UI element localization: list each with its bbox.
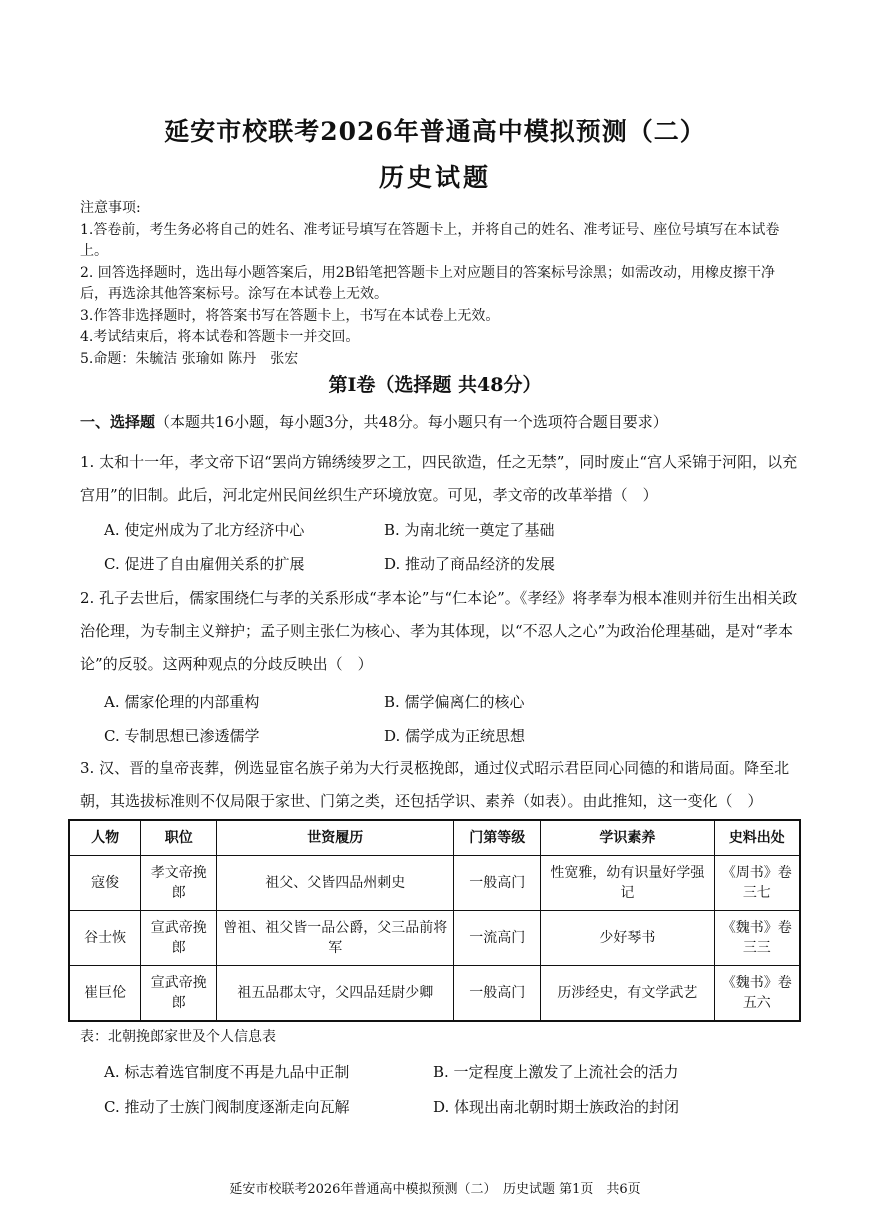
table-cell: 《魏书》卷五六 bbox=[714, 966, 800, 1022]
notes-item: 5.命题：朱毓洁 张瑜如 陈丹 张宏 bbox=[80, 350, 299, 367]
table-header-cell: 世资履历 bbox=[217, 820, 454, 856]
question-3-option-a[interactable]: A. 标志着选官制度不再是九品中正制 bbox=[104, 1063, 350, 1081]
exam-subtitle: 历史试题 bbox=[378, 163, 491, 192]
table-cell: 一般高门 bbox=[454, 856, 541, 911]
question-3-option-b[interactable]: B. 一定程度上激发了上流社会的活力 bbox=[433, 1063, 679, 1081]
question-1-stem: 1. 太和十一年，孝文帝下诏“罢尚方锦绣绫罗之工，四民欲造，任之无禁”，同时废止“宫人采锦于河阳，以充宫用”的旧制。此后，河北定州民间丝织生产环境放宽。可见，孝文帝的改革举措（ ） bbox=[80, 453, 798, 504]
notes-item: 4.考试结束后，将本试卷和答题卡一并交回。 bbox=[80, 329, 360, 345]
section-heading-bold: 一、选择题 bbox=[80, 413, 156, 431]
question-1-option-a[interactable]: A. 使定州成为了北方经济中心 bbox=[104, 521, 305, 539]
table-cell: 宣武帝挽郎 bbox=[141, 966, 217, 1022]
table-cell: 《周书》卷三七 bbox=[714, 856, 800, 911]
section-heading-rest: （本题共16小题，每小题3分，共48分。每小题只有一个选项符合题目要求） bbox=[155, 413, 668, 431]
table-cell: 孝文帝挽郎 bbox=[141, 856, 217, 911]
table-header-cell: 门第等级 bbox=[454, 820, 541, 856]
table-cell: 祖父、父皆四品州刺史 bbox=[217, 856, 454, 911]
question-1-option-d[interactable]: D. 推动了商品经济的发展 bbox=[384, 555, 556, 573]
table-cell: 历涉经史，有文学武艺 bbox=[541, 966, 715, 1022]
question-2-option-c[interactable]: C. 专制思想已渗透儒学 bbox=[104, 727, 260, 745]
table-cell: 一般高门 bbox=[454, 966, 541, 1022]
table-cell: 宣武帝挽郎 bbox=[141, 911, 217, 966]
question-2-option-b[interactable]: B. 儒学偏离仁的核心 bbox=[384, 693, 525, 711]
table-header-row bbox=[69, 820, 800, 856]
table-cell: 谷士恢 bbox=[69, 911, 141, 966]
table-row bbox=[69, 911, 800, 966]
table-cell: 《魏书》卷三三 bbox=[714, 911, 800, 966]
question-2-option-a[interactable]: A. 儒家伦理的内部重构 bbox=[104, 693, 260, 711]
question-2-stem: 2. 孔子去世后，儒家围绕仁与孝的关系形成“孝本论”与“仁本论”。《孝经》将孝奉为根本准则并衍生出相关政治伦理，为专制主义辩护；孟子则主张仁为核心、孝为其体现，以“不忍人之心”为政治伦理基础，是对“孝本论”的反驳。这两种观点的分歧反映出（ ） bbox=[80, 589, 798, 673]
question-1-option-c[interactable]: C. 促进了自由雇佣关系的扩展 bbox=[104, 555, 305, 573]
table-header-cell: 人物 bbox=[69, 820, 141, 856]
table-cell: 祖五品郡太守，父四品廷尉少卿 bbox=[217, 966, 454, 1022]
table-row bbox=[69, 966, 800, 1022]
table-header-cell: 职位 bbox=[141, 820, 217, 856]
table-cell: 崔巨伦 bbox=[69, 966, 141, 1022]
notes-block bbox=[80, 198, 800, 370]
exam-title: 延安市校联考2026年普通高中模拟预测（二） bbox=[164, 117, 706, 146]
table-cell: 曾祖、祖父皆一品公爵，父三品前将军 bbox=[217, 911, 454, 966]
table-cell: 一流高门 bbox=[454, 911, 541, 966]
question-3-option-d[interactable]: D. 体现出南北朝时期士族政治的封闭 bbox=[433, 1098, 680, 1116]
table-header-cell: 史料出处 bbox=[714, 820, 800, 856]
section-heading bbox=[80, 411, 820, 432]
table-caption: 表：北朝挽郎家世及个人信息表 bbox=[80, 1029, 276, 1045]
table-cell: 少好琴书 bbox=[541, 911, 715, 966]
notes-item: 3.作答非选择题时，将答案书写在答题卡上，书写在本试卷上无效。 bbox=[80, 307, 500, 324]
table-cell: 性宽雅，幼有识量好学强记 bbox=[541, 856, 715, 911]
info-table bbox=[68, 819, 801, 1022]
question-1-option-b[interactable]: B. 为南北统一奠定了基础 bbox=[384, 521, 555, 539]
table-row bbox=[69, 856, 800, 911]
question-2-option-d[interactable]: D. 儒学成为正统思想 bbox=[384, 727, 526, 745]
question-3-stem: 3. 汉、晋的皇帝丧葬，例选显宦名族子弟为大行灵柩挽郎，通过仪式昭示君臣同心同德的和谐局面。降至北朝，其选拔标准则不仅局限于家世、门第之类，还包括学识、素养（如表）。由此推知，这一变化（ ） bbox=[80, 759, 790, 810]
question-3-option-c[interactable]: C. 推动了士族门阀制度逐渐走向瓦解 bbox=[104, 1098, 350, 1116]
section-title: 第Ⅰ卷（选择题 共48分） bbox=[328, 374, 542, 396]
table-header-cell: 学识素养 bbox=[541, 820, 715, 856]
page-footer: 延安市校联考2026年普通高中模拟预测（二） 历史试题 第1页 共6页 bbox=[229, 1182, 641, 1197]
notes-item: 1.答卷前，考生务必将自己的姓名、准考证号填写在答题卡上，并将自己的姓名、准考证号、座位号填写在本试卷上。 bbox=[80, 221, 780, 259]
notes-item: 2. 回答选择题时，选出每小题答案后，用2B铅笔把答题卡上对应题目的答案标号涂黑；如需改动，用橡皮擦干净后，再选涂其他答案标号。涂写在本试卷上无效。 bbox=[80, 264, 776, 302]
table-cell: 寇俊 bbox=[69, 856, 141, 911]
notes-heading: 注意事项: bbox=[80, 200, 141, 216]
